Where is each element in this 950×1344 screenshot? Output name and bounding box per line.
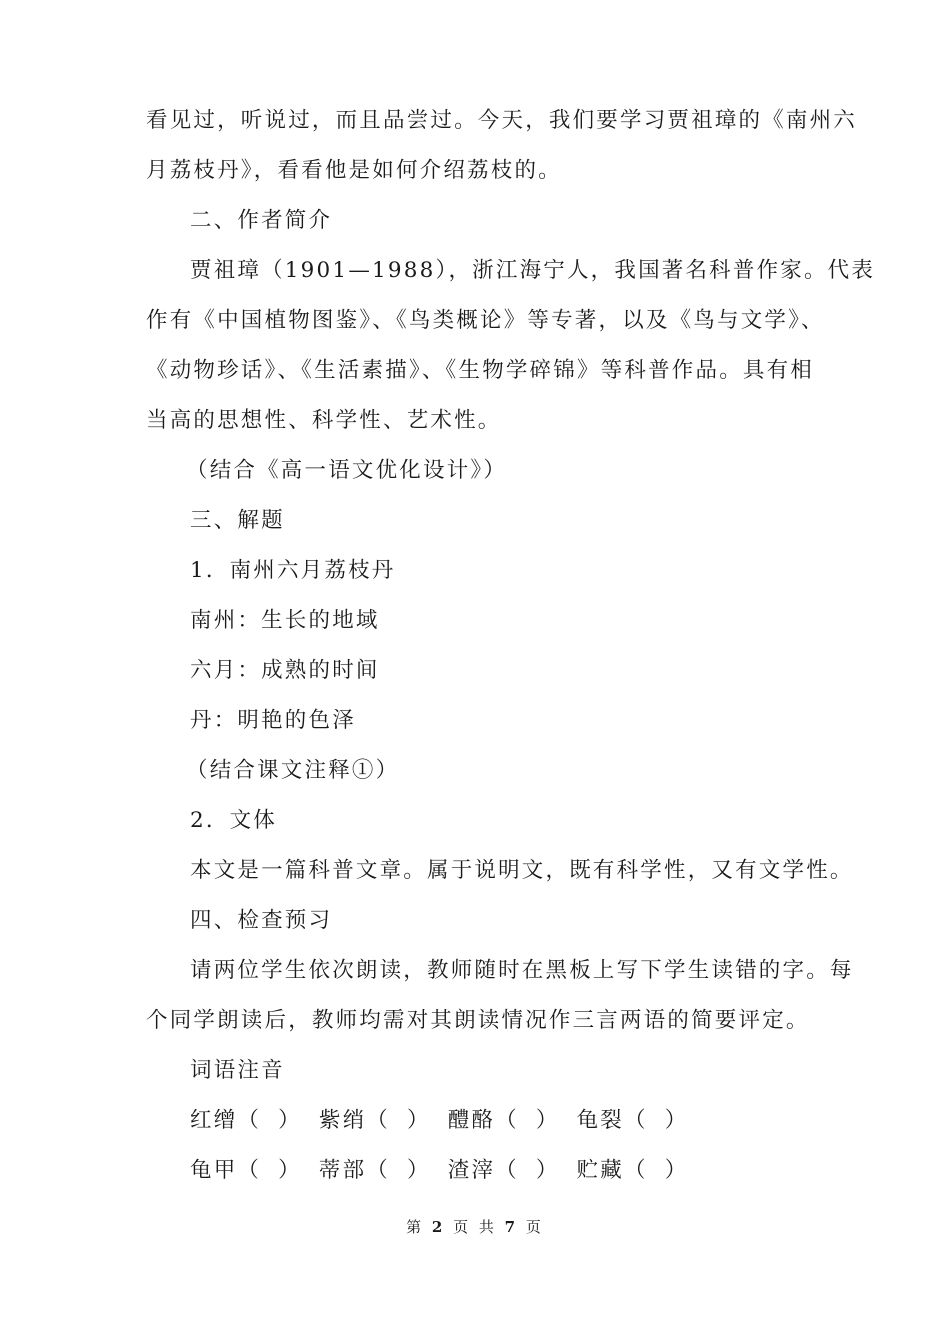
section-heading: 四、检查预习 [190, 908, 333, 933]
text-line: 月荔枝丹》，看看他是如何介绍荔枝的。 [146, 158, 562, 183]
text-line: 看见过，听说过，而且品尝过。今天，我们要学习贾祖璋的《南州六 [146, 108, 858, 133]
vocab-row: 红缯（ ） 紫绡（ ） 醴酪（ ） 龟裂（ ） [190, 1108, 689, 1133]
text-line: （结合课文注释①） [186, 758, 400, 783]
subheading: 2．文体 [190, 808, 277, 833]
text-line: 当高的思想性、科学性、艺术性。 [146, 408, 502, 433]
text-line: 贾祖璋（1901—1988），浙江海宁人，我国著名科普作家。代表 [190, 258, 876, 283]
text-line: 个同学朗读后，教师均需对其朗读情况作三言两语的简要评定。 [146, 1008, 810, 1033]
footer-suffix: 页 [525, 1218, 544, 1236]
text-line: 作有《中国植物图鉴》、《鸟类概论》等专著，以及《鸟与文学》、 [146, 308, 825, 333]
text-line: （结合《高一语文优化设计》） [186, 458, 508, 483]
section-heading: 二、作者简介 [190, 208, 333, 233]
footer-page-number: 2 [431, 1218, 446, 1236]
text-line: 丹：明艳的色泽 [190, 708, 356, 733]
subheading: 词语注音 [190, 1058, 285, 1083]
page-footer [0, 1216, 950, 1237]
text-line: 六月：成熟的时间 [190, 658, 380, 683]
footer-total-pages: 7 [504, 1218, 519, 1236]
footer-middle: 页 共 [453, 1218, 497, 1236]
text-line: 请两位学生依次朗读，教师随时在黑板上写下学生读错的字。每 [190, 958, 854, 983]
text-line: 南州：生长的地域 [190, 608, 380, 633]
text-line: 本文是一篇科普文章。属于说明文，既有科学性，又有文学性。 [190, 858, 854, 883]
text-line: 《动物珍话》、《生活素描》、《生物学碎锦》等科普作品。具有相 [146, 358, 815, 383]
subheading: 1．南州六月荔枝丹 [190, 558, 396, 583]
section-heading: 三、解题 [190, 508, 285, 533]
footer-prefix: 第 [406, 1218, 425, 1236]
vocab-row: 龟甲（ ） 蒂部（ ） 渣滓（ ） 贮藏（ ） [190, 1158, 689, 1183]
